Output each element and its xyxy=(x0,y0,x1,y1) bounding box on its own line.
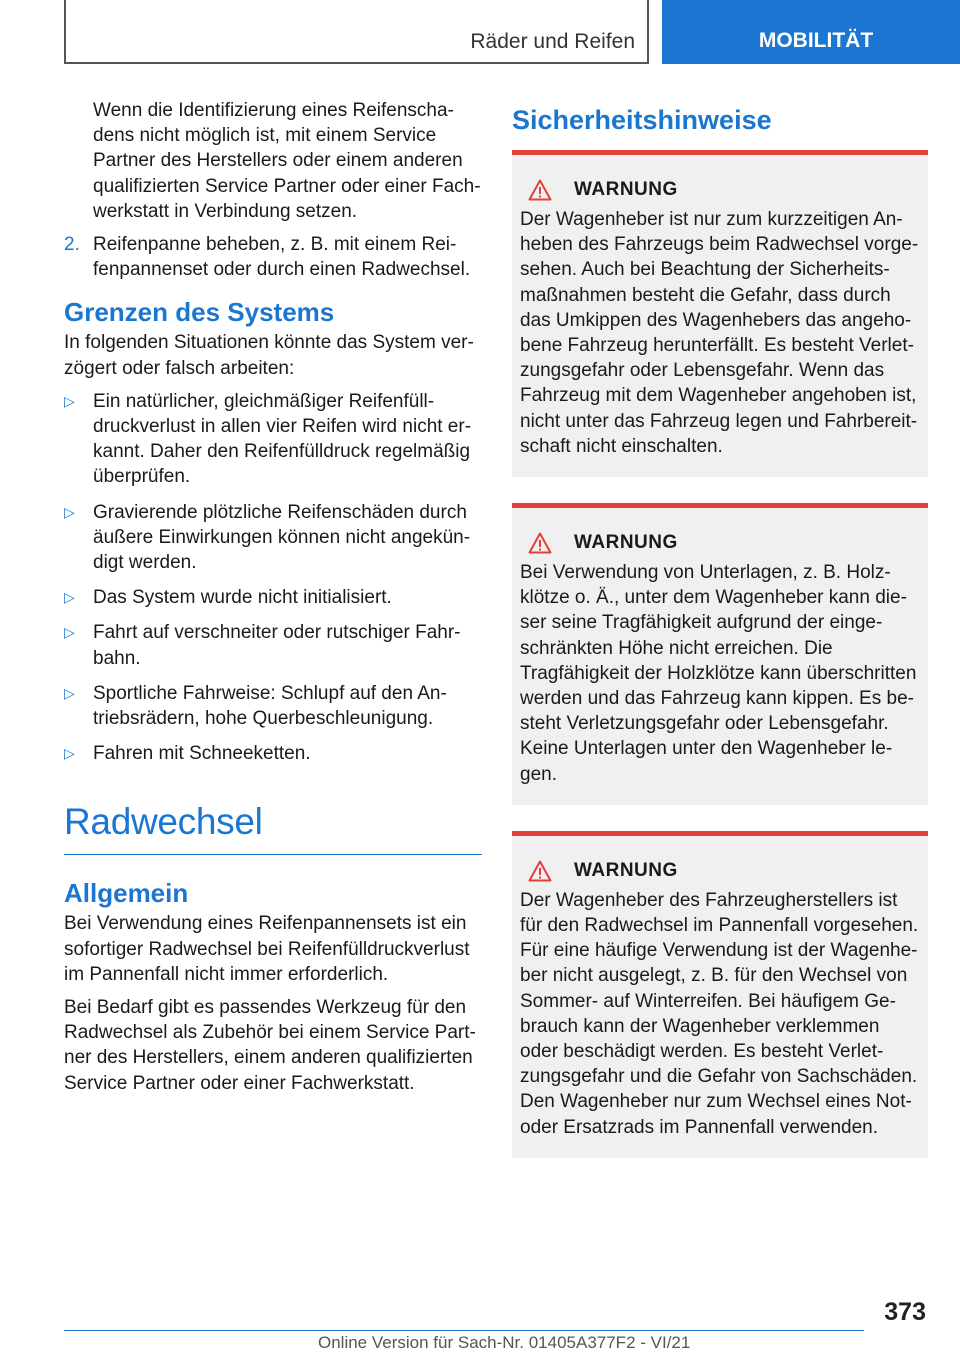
heading-radwechsel: Radwechsel xyxy=(64,800,482,855)
bullet-triangle-icon: ▷ xyxy=(64,684,75,701)
warning-triangle-icon xyxy=(528,532,552,554)
warning-triangle-icon xyxy=(528,860,552,882)
list-item xyxy=(64,620,482,670)
warning-box xyxy=(512,150,928,477)
warning-title: WARNUNG xyxy=(574,179,678,200)
warning-header xyxy=(520,179,920,201)
warning-title: WARNUNG xyxy=(574,859,678,881)
page-number: 373 xyxy=(884,1298,926,1326)
heading-grenzen: Grenzen des Systems xyxy=(64,297,335,328)
list-item-text: Fahrt auf verschneiter oder rutschiger Fahr-bahn. xyxy=(93,622,461,669)
step-number: 2. xyxy=(64,234,80,256)
warning-text: Der Wagenheber des Fahrzeugherstellers ist für den Radwechsel im Pannenfall vorgesehen. Für eine häufige Verwendung ist der Wagenhe-ber nicht ausgelegt, z. B. für den Wechsel von Sommer- auf Winterreifen. Bei häufigem Ge-brauch kann der Wagenheber verklemmen oder beschädigt werden. Es besteht Verlet-zungsgefahr und die Gefahr von Sachschäden. Den Wagenheber nur zum Wechsel eines Not-oder Ersatzrads im Pannenfall verwenden. xyxy=(520,889,919,1138)
list-item-text: Sportliche Fahrweise: Schlupf auf den An-triebsrädern, hohe Querbeschleunigung. xyxy=(93,682,447,730)
warning-header xyxy=(520,532,920,554)
allgemein-paragraph-1: Bei Verwendung eines Reifenpannensets ist ein sofortiger Radwechsel bei Reifenfülldruckverlust im Pannenfall nicht immer erforderlich. xyxy=(64,913,470,985)
list-item-text: Fahren mit Schneeketten. xyxy=(93,743,311,765)
warning-header xyxy=(520,860,920,882)
header-section-title: Räder und Reifen xyxy=(470,30,635,53)
warning-box xyxy=(512,503,928,805)
allgemein-paragraph-2: Bei Bedarf gibt es passendes Werkzeug für den Radwechsel als Zubehör bei einem Service Part-ner des Herstellers, einem anderen qualifizierten Service Partner oder einer Fachwerkstatt. xyxy=(64,997,476,1094)
left-column xyxy=(64,98,482,1104)
list-item xyxy=(64,500,482,576)
bullet-triangle-icon: ▷ xyxy=(64,503,75,520)
list-item xyxy=(64,585,482,610)
warning-text: Der Wagenheber ist nur zum kurzzeitigen An-heben des Fahrzeugs beim Radwechsel vorge-sehen. Auch bei Beachtung der Sicherheits-maßnahmen besteht die Gefahr, dass durch das Umkippen des Wagenhebers das angeho-bene Fahrzeug herunterfällt. Es besteht Verlet-zungsgefahr oder Lebensgefahr. Wenn das Fahrzeug mit dem Wagenheber angehoben ist, nicht unter das Fahrzeug legen und Fahrbereit-schaft nicht einschalten. xyxy=(520,209,919,457)
list-item xyxy=(64,389,482,490)
bullet-triangle-icon: ▷ xyxy=(64,589,75,606)
heading-sicherheitshinweise: Sicherheitshinweise xyxy=(512,105,772,135)
warning-text: Bei Verwendung von Unterlagen, z. B. Holz-klötze o. Ä., unter dem Wagenheber kann die-ser seine Tragfähigkeit aufgrund der einge-schränkten Höhe nicht erreichen. Die Tragfähigkeit der Holzklötze kann überschritten werden und das Fahrzeug kann kippen. Es be-steht Verletzungsgefahr oder Lebensgefahr. Keine Unterlagen unter den Wagenheber le-gen. xyxy=(520,562,917,785)
right-column xyxy=(512,98,928,1184)
warning-title: WARNUNG xyxy=(574,532,678,554)
list-item xyxy=(64,681,482,731)
footer-divider xyxy=(64,1330,864,1331)
warning-box xyxy=(512,831,928,1158)
step-text: Reifenpanne beheben, z. B. mit einem Rei-fenpannenset oder durch einen Radwechsel. xyxy=(93,234,471,281)
step-item-2 xyxy=(64,232,482,282)
list-item-text: Gravierende plötzliche Reifenschäden durch äußere Einwirkungen können nicht angekün-digt werden. xyxy=(93,501,471,574)
list-item xyxy=(64,741,482,766)
list-item-text: Das System wurde nicht initialisiert. xyxy=(93,587,392,609)
intro-paragraph: Wenn die Identifizierung eines Reifenscha-dens nicht möglich ist, mit einem Service Partner des Herstellers oder einem anderen qualifizierten Service Partner oder einer Fach-werkstatt in Verbindung setzen. xyxy=(93,100,481,222)
bullet-triangle-icon: ▷ xyxy=(64,392,75,409)
grenzen-intro: In folgenden Situationen könnte das System ver-zögert oder falsch arbeiten: xyxy=(64,332,474,379)
warning-triangle-icon xyxy=(528,179,552,201)
bullet-triangle-icon: ▷ xyxy=(64,745,75,762)
footer-online-version: Online Version für Sach-Nr. 01405A377F2 - VI/21 xyxy=(318,1333,691,1352)
header-chapter-tab xyxy=(662,0,960,64)
header-chapter-label: MOBILITÄT xyxy=(758,29,874,52)
list-item-text: Ein natürlicher, gleichmäßiger Reifenfüll-druckverlust in allen vier Reifen wird nicht er-kannt. Daher den Reifenfülldruck regelmäßig überprüfen. xyxy=(93,390,472,488)
bullet-triangle-icon: ▷ xyxy=(64,624,75,641)
heading-allgemein: Allgemein xyxy=(64,878,189,909)
